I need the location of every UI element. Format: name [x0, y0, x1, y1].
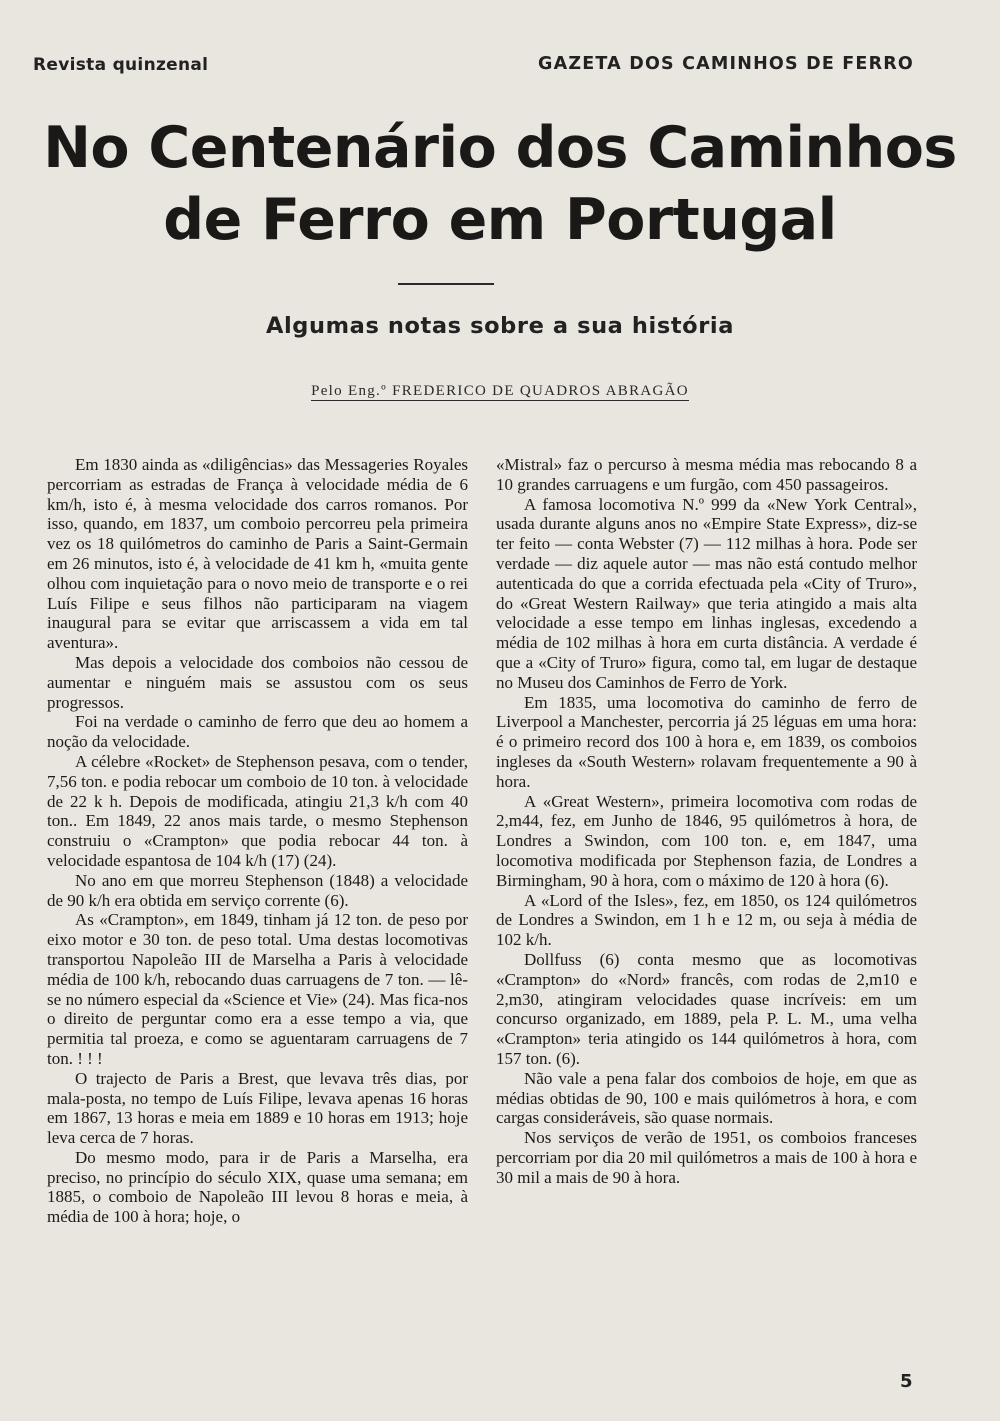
page-number: 5	[900, 1371, 913, 1392]
paragraph: As «Crampton», em 1849, tinham já 12 ton. de peso por eixo motor e 30 ton. de peso total. Uma destas locomotivas transportou Napoleão III de Marselha a Paris à velocidade média de 100 k/h, rebocando duas carruagens de 7 ton. — lê-se no número especial da «Science et Vie» (24). Mas fica-nos o direito de perguntar como era a esse tempo a via, que permitia tal proeza, e como se aguentaram carruagens de 7 ton. ! ! !	[47, 910, 468, 1068]
header-publication-name: GAZETA DOS CAMINHOS DE FERRO	[538, 54, 914, 74]
paragraph: Do mesmo modo, para ir de Paris a Marselha, era preciso, no princípio do século XIX, quase uma semana; em 1885, o comboio de Napoleão III levou 8 horas e meia, à média de 100 à hora; hoje, o	[47, 1147, 468, 1227]
paragraph: O trajecto de Paris a Brest, que levava três dias, por mala-posta, no tempo de Luís Filipe, levava apenas 16 horas em 1867, 13 horas e meia em 1889 e 10 horas em 1913; hoje leva cerca de 7 horas.	[47, 1068, 468, 1148]
paragraph: Nos serviços de verão de 1951, os comboios franceses percorriam por dia 20 mil quilómetros a mais de 100 à hora e 30 mil a mais de 90 à hora.	[496, 1128, 917, 1187]
article-subtitle: Algumas notas sobre a sua história	[265, 313, 735, 339]
article-title-line-2: de Ferro em Portugal	[163, 187, 837, 253]
article-byline	[0, 383, 1000, 400]
header-publication-frequency: Revista quinzenal	[33, 55, 209, 75]
paragraph: Dollfuss (6) conta mesmo que as locomotivas «Crampton» do «Nord» francês, com rodas de 2,m10 e 2,m30, atingiram velocidades quase incríveis: em um concurso organizado, em 1889, pela P. L. M., uma velha «Crampton» teria atingido os 144 quilómetros à hora, com 157 ton. (6).	[496, 949, 917, 1068]
article-title	[0, 112, 1000, 256]
article-title-line-1: No Centenário dos Caminhos	[43, 115, 957, 181]
paragraph: Mas depois a velocidade dos comboios não cessou de aumentar e ninguém mais se assustou com os seus progressos.	[47, 652, 468, 712]
paragraph: Foi na verdade o caminho de ferro que deu ao homem a noção da velocidade.	[47, 712, 468, 752]
right-column	[496, 455, 917, 1187]
paragraph: Não vale a pena falar dos comboios de hoje, em que as médias obtidas de 90, 100 e mais quilómetros à hora, e com cargas consideráveis, são quase normais.	[496, 1068, 917, 1128]
paragraph-continued: «Mistral» faz o percurso à mesma média mas rebocando 8 a 10 grandes carruagens e um furgão, com 450 passageiros.	[496, 455, 917, 494]
paragraph: Em 1835, uma locomotiva do caminho de ferro de Liverpool a Manchester, percorria já 25 léguas em uma hora: é o primeiro record dos 100 à hora e, em 1839, os comboios ingleses da «South Western» rolavam frequentemente a 90 à hora.	[496, 692, 917, 791]
paragraph: A célebre «Rocket» de Stephenson pesava, com o tender, 7,56 ton. e podia rebocar um comboio de 10 ton. à velocidade de 22 k h. Depois de modificada, atingiu 21,3 k/h com 40 ton.. Em 1849, 22 anos mais tarde, o mesmo Stephenson construiu o «Crampton» que podia rebocar 44 ton. à velocidade espantosa de 104 k/h (17) (24).	[47, 751, 468, 870]
paragraph: A «Lord of the Isles», fez, em 1850, os 124 quilómetros de Londres a Swindon, em 1 h e 12 m, ou seja à média de 102 k/h.	[496, 890, 917, 950]
paragraph: Em 1830 ainda as «diligências» das Messageries Royales percorriam as estradas de França à velocidade média de 6 km/h, isto é, à mesma velocidade dos carros romanos. Por isso, quando, em 1837, um comboio percorreu pela primeira vez os 18 quilómetros do caminho de Paris a Saint-Germain em 26 minutos, isto é, à velocidade de 41 km h, «muita gente olhou com inquietação para o novo meio de transporte e o rei Luís Filipe e seus filhos não participaram na viagem inaugural para se evitar que arriscassem a vida em tal aventura».	[47, 455, 468, 653]
paragraph: A famosa locomotiva N.º 999 da «New York Central», usada durante alguns anos no «Empire State Express», diz-se ter feito — conta Webster (7) — 112 milhas à hora. Pode ser verdade — diz aquele autor — mas não está contudo melhor autenticada do que a corrida efectuada pela «City of Truro», do «Great Western Railway» que teria atingido a mais alta velocidade a esse tempo em linhas inglesas, excedendo a média de 102 milhas à hora em curta distância. A verdade é que a «City of Truro» figura, como tal, em lugar de destaque no Museu dos Caminhos de Ferro de York.	[496, 494, 917, 692]
paragraph: No ano em que morreu Stephenson (1848) a velocidade de 90 k/h era obtida em serviço corrente (6).	[47, 870, 468, 910]
paragraph: A «Great Western», primeira locomotiva com rodas de 2,m44, fez, em Junho de 1846, 95 quilómetros à hora, de Londres a Swindon, com 100 ton. e, em 1847, uma locomotiva modificada por Stephenson fazia, de Londres a Birmingham, 90 à hora, com o máximo de 120 à hora (6).	[496, 791, 917, 890]
byline-text: Pelo Eng.º FREDERICO DE QUADROS ABRAGÃO	[311, 383, 689, 399]
title-divider	[398, 283, 494, 285]
left-column	[47, 455, 468, 1227]
